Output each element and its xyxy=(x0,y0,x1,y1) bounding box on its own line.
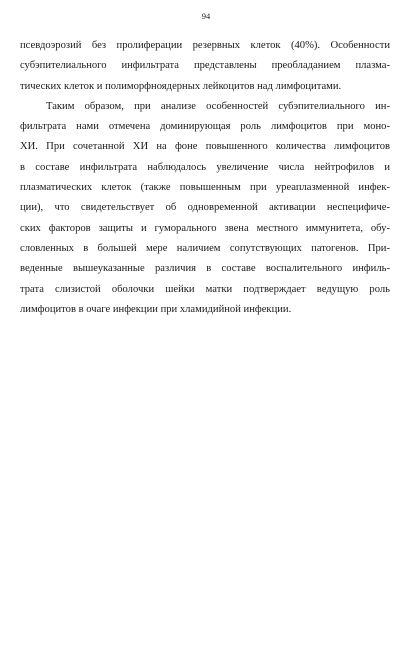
text-line: словленных в большей мере наличием сопутствующих патогенов. При- xyxy=(20,242,390,254)
text-line: плазматических клеток (также повышенным при уреаплазменной инфек- xyxy=(20,182,390,194)
text-line: лимфоцитов в очаге инфекции при хламидийной инфекции. xyxy=(20,303,292,315)
text-line: псевдоэрозий без пролиферации резервных клеток (40%). Особенности xyxy=(20,40,390,51)
text-line: ХИ. При сочетанной ХИ на фоне повышенного количества лимфоцитов xyxy=(20,141,390,153)
text-line: фильтрата нами отмечена доминирующая роль лимфоцитов при моно- xyxy=(20,121,390,133)
text-line: трата слизистой оболочки шейки матки подтверждает ведущую роль xyxy=(20,283,390,295)
paragraph-2 xyxy=(20,97,390,320)
document-body xyxy=(20,36,390,320)
paragraph-1 xyxy=(20,36,390,97)
text-line: ских факторов защиты и гуморального звена местного иммунитета, обу- xyxy=(20,222,390,234)
text-line: ции), что свидетельствует об одновременной активации неспецифиче- xyxy=(20,202,390,214)
text-line: в составе инфильтрата наблюдалось увеличение числа нейтрофилов и xyxy=(20,161,390,173)
text-line: Таким образом, при анализе особенностей субэпителиального ин- xyxy=(46,100,390,112)
text-line: тических клеток и полиморфноядерных лейкоцитов над лимфоцитами. xyxy=(20,80,342,92)
text-line: веденные вышеуказанные различия в составе воспалительного инфиль- xyxy=(20,263,390,275)
text-line: субэпителиального инфильтрата представлены преобладанием плазма- xyxy=(20,60,390,72)
page-number: 94 xyxy=(201,11,211,21)
